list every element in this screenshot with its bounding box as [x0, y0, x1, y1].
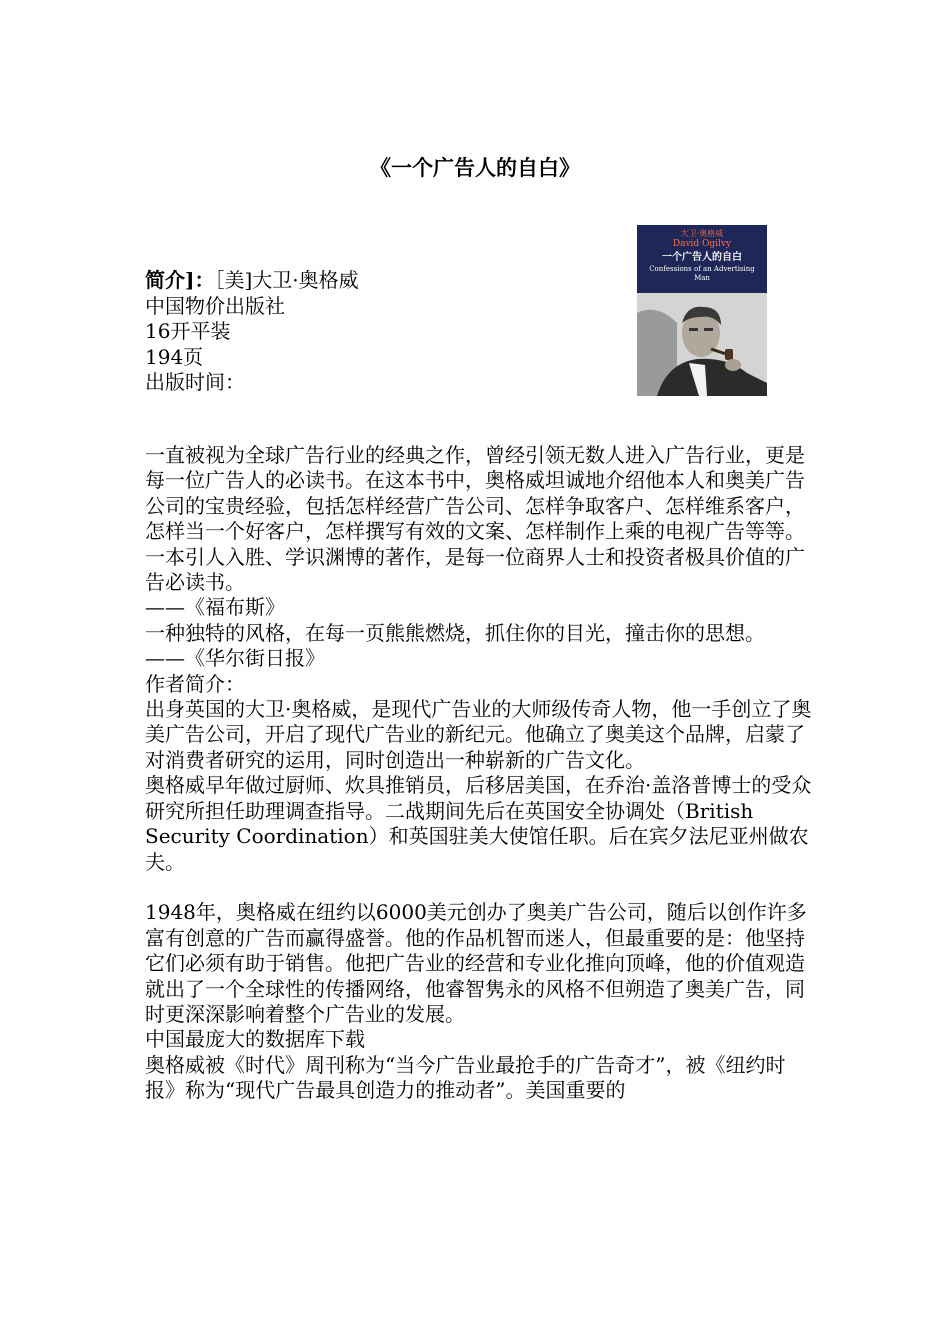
intro-label: 简介]：: [145, 268, 215, 292]
cover-author-cn: 大卫·奥格威: [680, 229, 724, 238]
book-format: 16开平装: [145, 319, 231, 343]
paragraph: 一种独特的风格，在每一页熊熊燃烧，抓住你的目光，撞击你的思想。: [145, 620, 765, 645]
book-info: [145, 268, 359, 396]
publish-time: 出版时间：: [145, 370, 245, 394]
cover-author-en: David Ogilvy: [672, 239, 732, 249]
book-cover-image: [637, 225, 767, 396]
paragraph: 奥格威早年做过厨师、炊具推销员，后移居美国，在乔治·盖洛普博士的受众研究所担任助理调查指导。二战期间先后在英国安全协调处（British Security Coordination）和英国驻美大使馆任职。后在宾夕法尼亚州做农夫。: [145, 773, 812, 874]
paragraph: 一本引人入胜、学识渊博的著作，是每一位商界人士和投资者极具价值的广告必读书。: [145, 544, 805, 595]
paragraph: ——《华尔街日报》: [145, 646, 325, 671]
paragraph: 一直被视为全球广告行业的经典之作，曾经引领无数人进入广告行业，更是每一位广告人的必读书。在这本书中，奥格威坦诚地介绍他本人和奥美广告公司的宝贵经验，包括怎样经营广告公司、怎样争取客户、怎样维系客户，怎样当一个好客户，怎样撰写有效的文案、怎样制作上乘的电视广告等等。: [145, 443, 805, 544]
paragraph: 中国最庞大的数据库下载: [145, 1027, 365, 1052]
blank-line: [145, 875, 813, 900]
cover-title-cn: 一个广告人的自白: [662, 252, 742, 263]
paragraph: 奥格威被《时代》周刊称为“当今广告业最抢手的广告奇才”，被《纽约时报》称为“现代广告最具创造力的推动者”。美国重要的: [145, 1052, 786, 1103]
paragraph: 出身英国的大卫·奥格威，是现代广告业的大师级传奇人物，他一手创立了奥美广告公司，开启了现代广告业的新纪元。他确立了奥美这个品牌，启蒙了对消费者研究的运用，同时创造出一种崭新的广告文化。: [145, 697, 812, 772]
author-portrait-photo: [637, 293, 767, 396]
paragraph: 1948年，奥格威在纽约以6000美元创办了奥美广告公司，随后以创作许多富有创意的广告而赢得盛誉。他的作品机智而迷人，但最重要的是：他坚持它们必须有助于销售。他把广告业的经营和专业化推向顶峰，他的价值观造就出了一个全球性的传播网络，他睿智隽永的风格不但朔造了奥美广告，同时更深深影响着整个广告业的发展。: [145, 900, 807, 1026]
document-body: [145, 443, 813, 1104]
paragraph: 作者简介：: [145, 671, 245, 696]
author-name: ［美]大卫·奥格威: [214, 268, 359, 292]
document-title: 《一个广告人的自白》: [370, 155, 580, 180]
paragraph: ——《福布斯》: [145, 595, 285, 620]
publisher: 中国物价出版社: [145, 293, 285, 318]
page-count: 194页: [145, 344, 204, 369]
intro-line: [145, 268, 359, 294]
portrait-illustration: [637, 293, 767, 396]
cover-title-en: Confessions of an Advertising Man: [649, 265, 755, 282]
